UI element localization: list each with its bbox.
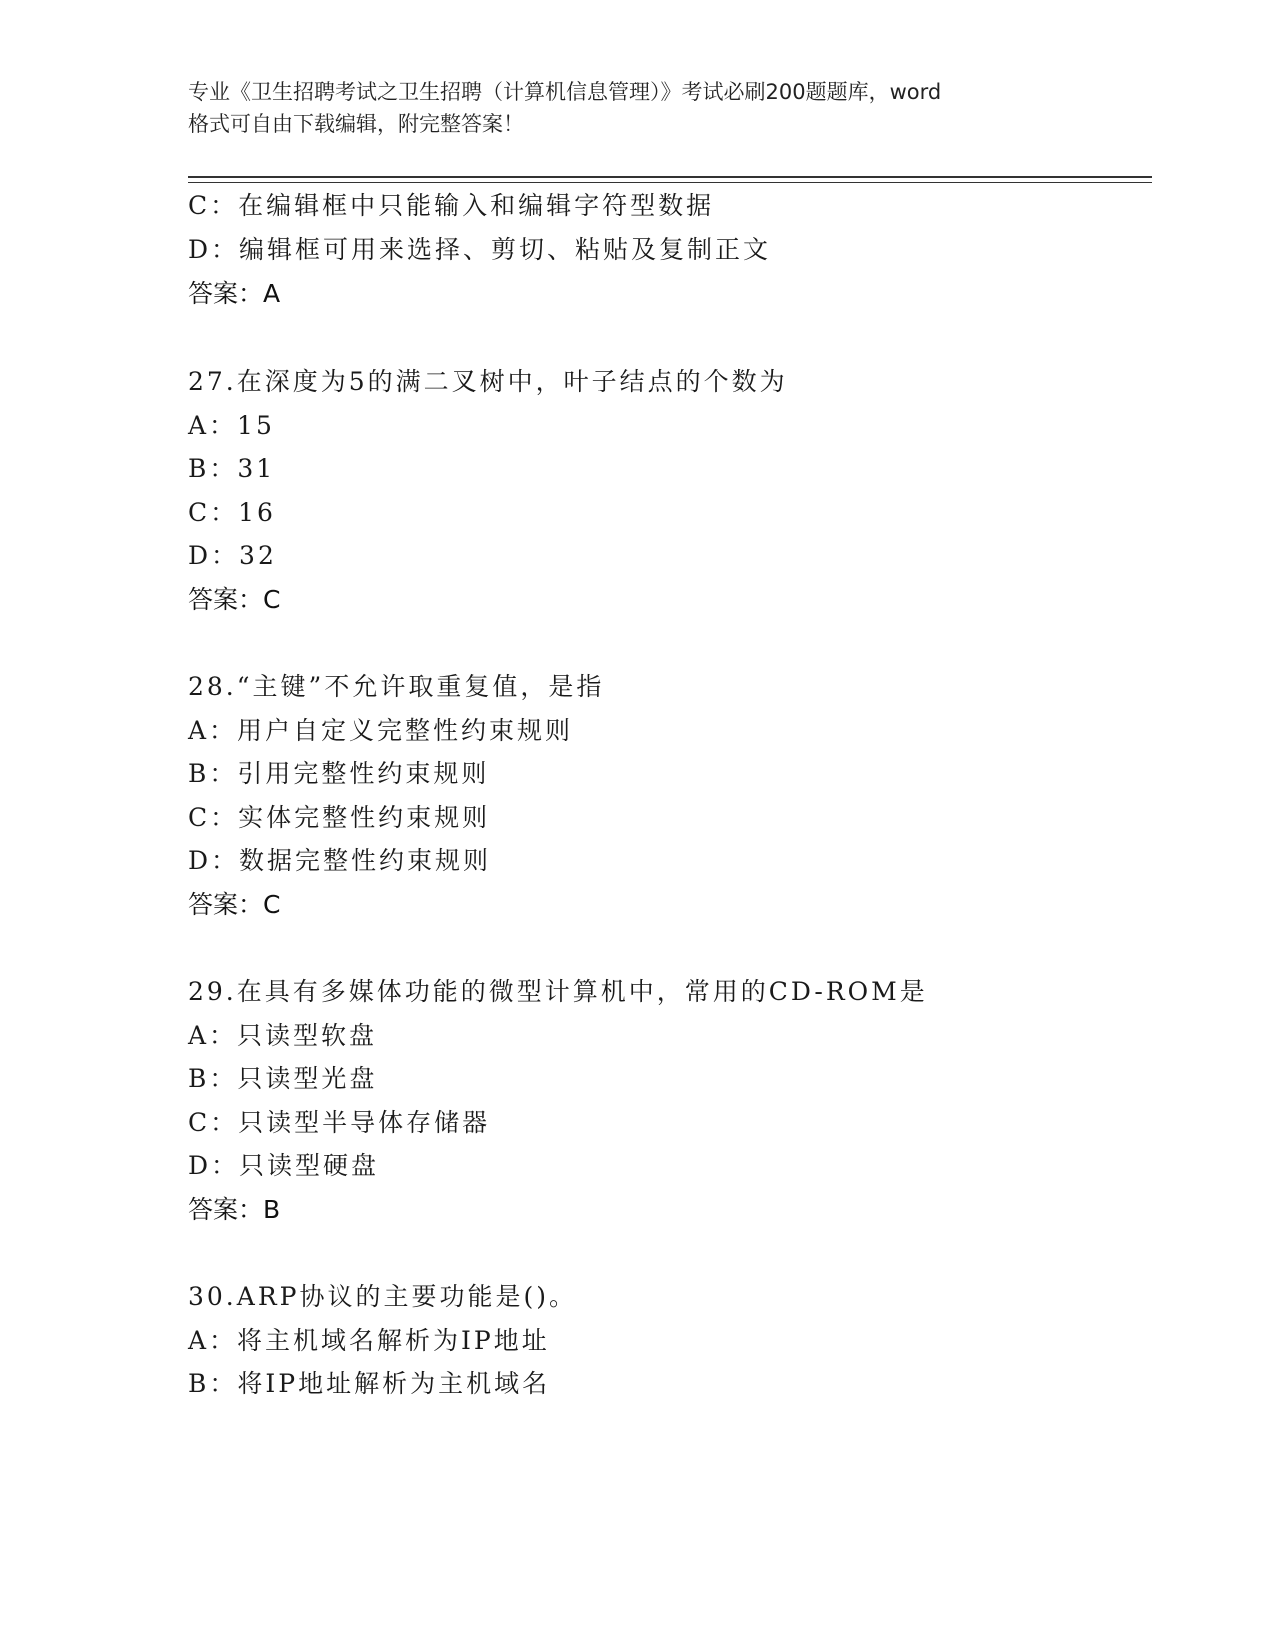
q27-option-d: D：32	[188, 541, 277, 570]
q30-option-a: A：将主机域名解析为IP地址	[188, 1326, 550, 1355]
q30-question: 30.ARP协议的主要功能是()。	[188, 1282, 577, 1311]
header-divider-thick	[188, 176, 1152, 178]
q26-option-d: D：编辑框可用来选择、剪切、粘贴及复制正文	[188, 235, 772, 264]
q27-option-b: B：31	[188, 454, 276, 483]
q29-option-c: C：只读型半导体存储器	[188, 1108, 491, 1137]
q28-option-b: B：引用完整性约束规则	[188, 759, 490, 788]
q28-question: 28.“主键”不允许取重复值，是指	[188, 672, 605, 701]
q28-option-c: C：实体完整性约束规则	[188, 803, 491, 832]
q27-option-c: C：16	[188, 498, 276, 527]
q27-answer: 答案：C	[188, 585, 281, 614]
q28-option-d: D：数据完整性约束规则	[188, 846, 492, 875]
q29-question: 29.在具有多媒体功能的微型计算机中，常用的CD-ROM是	[188, 977, 928, 1006]
q29-option-b: B：只读型光盘	[188, 1064, 378, 1093]
q30-option-b: B：将IP地址解析为主机域名	[188, 1369, 551, 1398]
q29-option-a: A：只读型软盘	[188, 1021, 378, 1050]
header-divider-thin	[188, 182, 1152, 183]
q28-option-a: A：用户自定义完整性约束规则	[188, 716, 574, 745]
q29-option-d: D：只读型硬盘	[188, 1151, 380, 1180]
q29-answer: 答案：B	[188, 1195, 281, 1224]
header-title-line-1: 专业《卫生招聘考试之卫生招聘（计算机信息管理）》考试必刷200题题库，word	[188, 80, 942, 104]
q26-option-c: C：在编辑框中只能输入和编辑字符型数据	[188, 191, 715, 220]
header-title-line-2: 格式可自由下载编辑，附完整答案！	[188, 112, 524, 136]
document-header	[188, 76, 1088, 140]
q27-option-a: A：15	[188, 411, 275, 440]
q26-answer: 答案：A	[188, 279, 281, 308]
q27-question: 27.在深度为5的满二叉树中，叶子结点的个数为	[188, 367, 788, 396]
q28-answer: 答案：C	[188, 890, 281, 919]
